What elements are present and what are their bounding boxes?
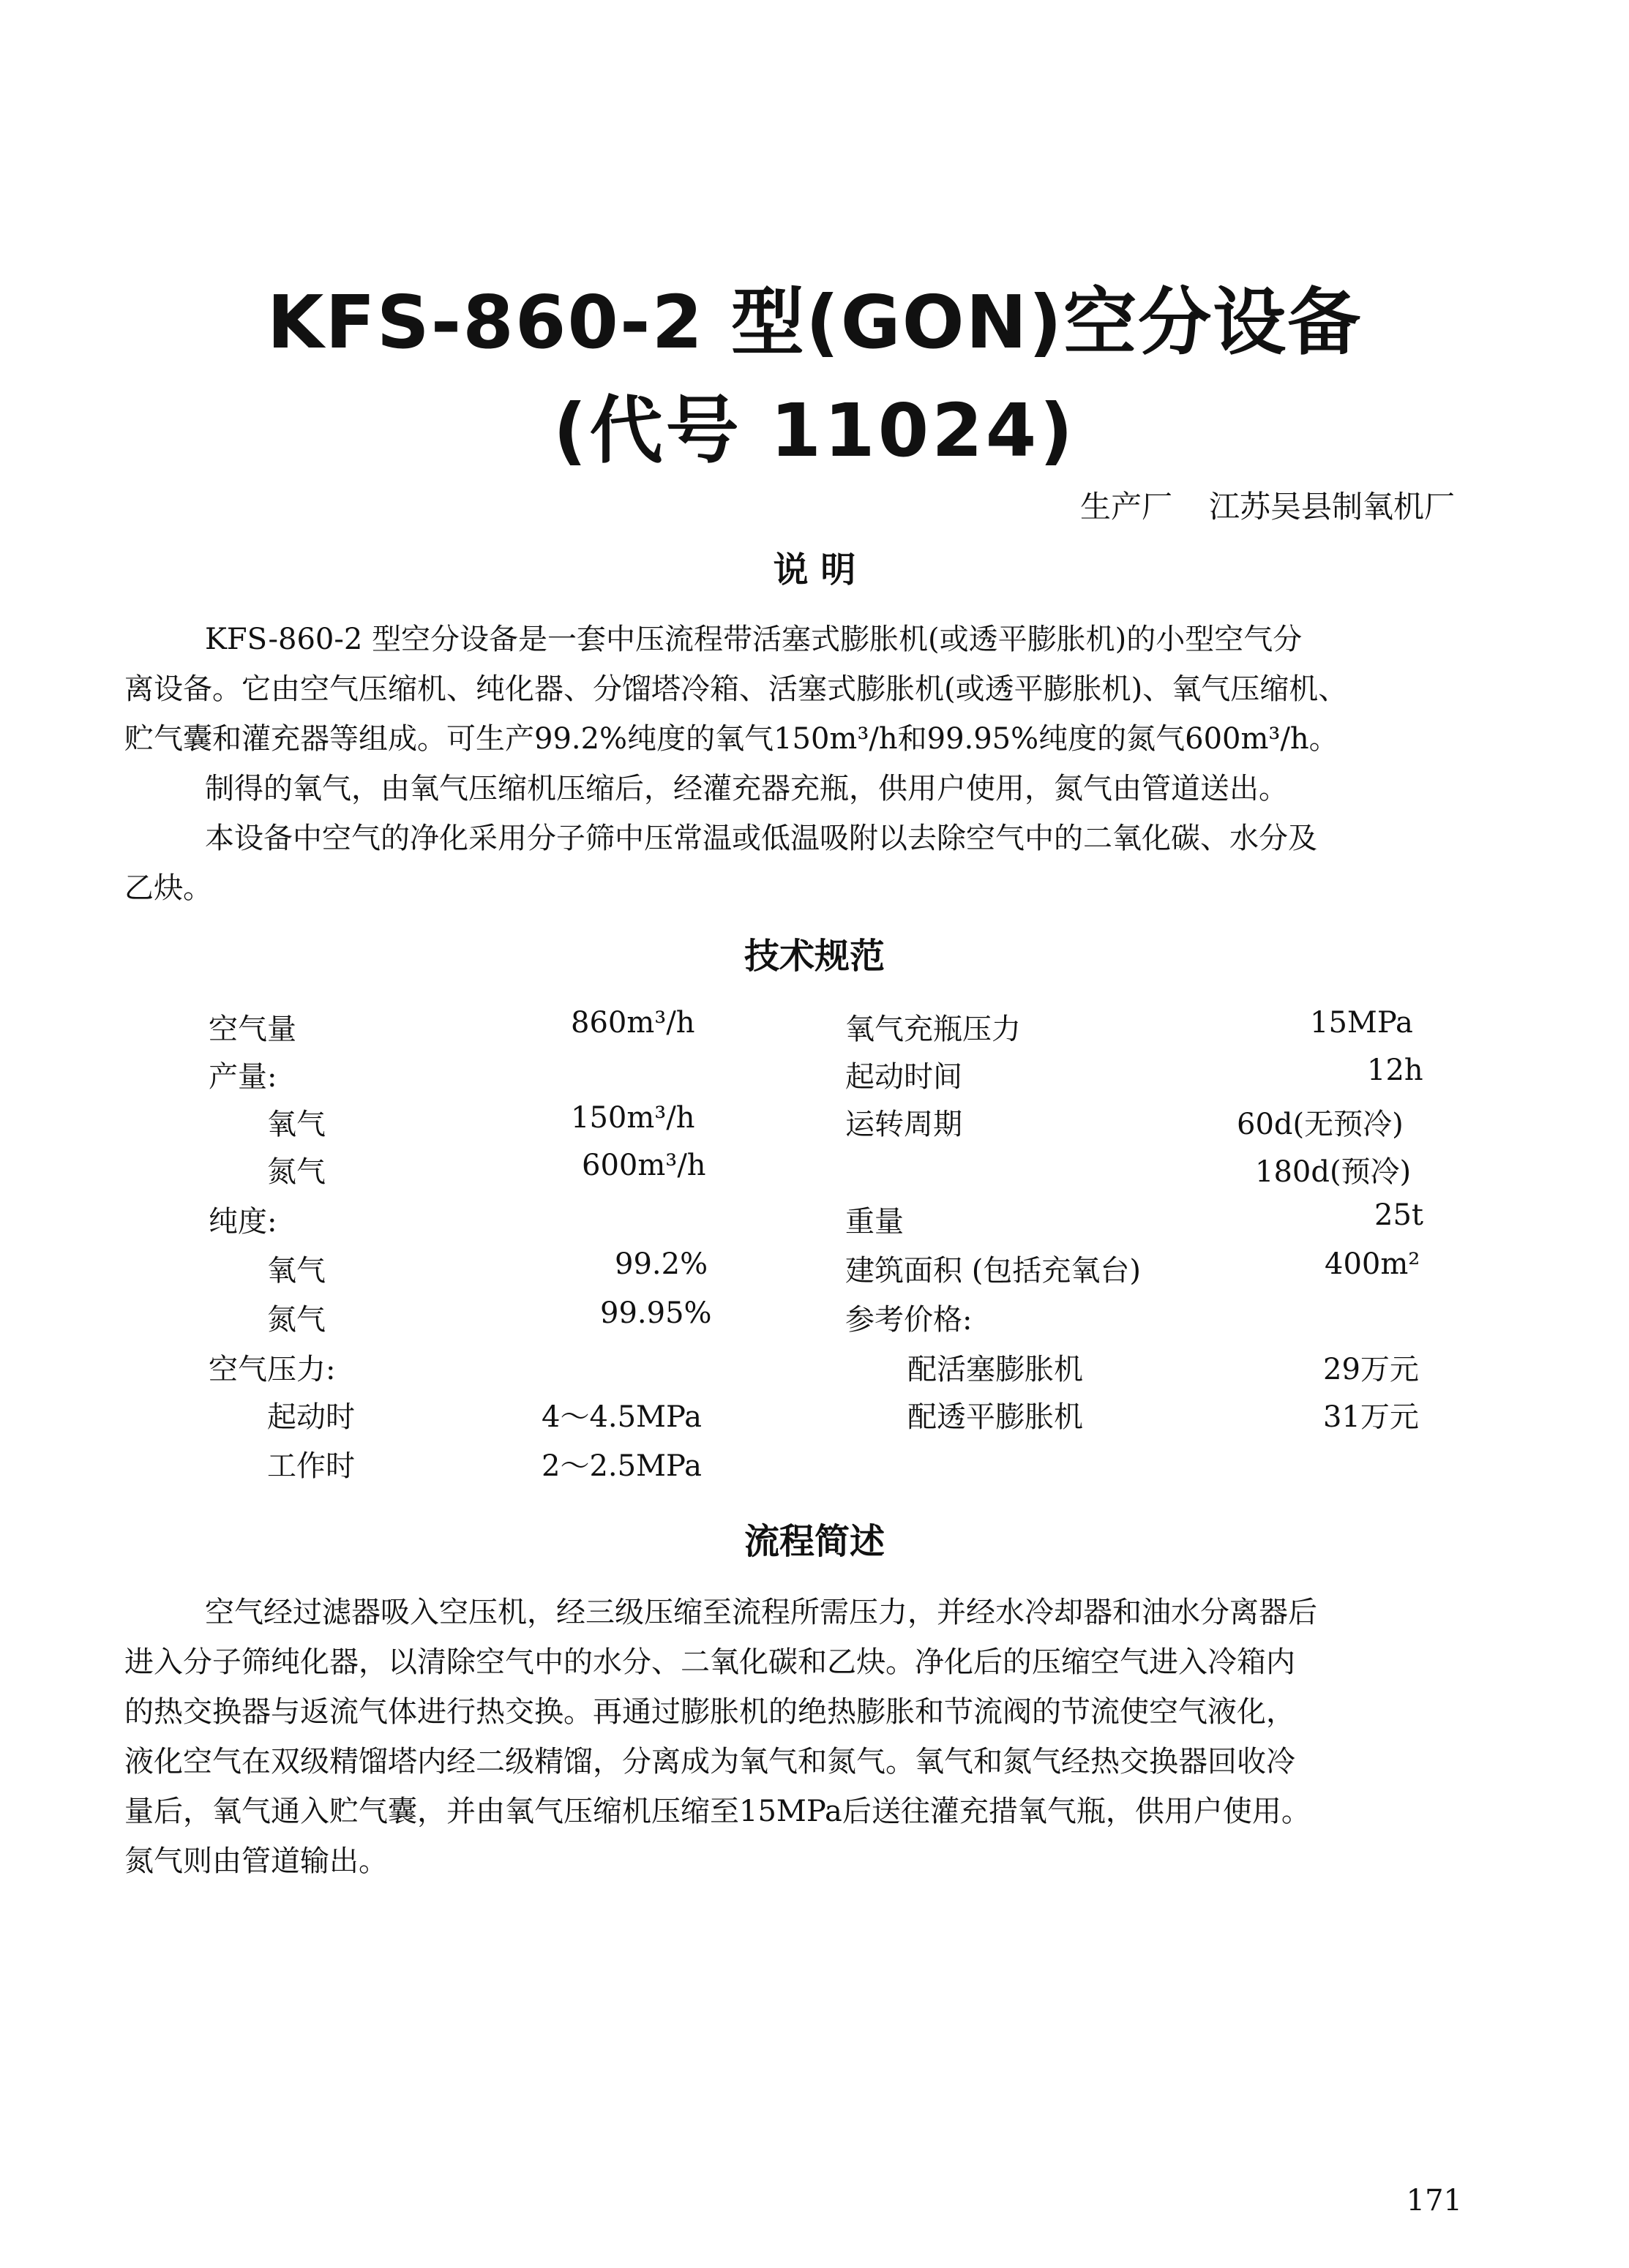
specs-heading: 技术规范: [744, 936, 885, 977]
document-subtitle-code: (代号 11024): [553, 388, 1076, 473]
spec-value: 4～4.5MPa: [542, 1400, 702, 1434]
spec-label: 起动时间: [845, 1060, 962, 1094]
spec-value: 2～2.5MPa: [542, 1449, 702, 1483]
spec-label: 空气量: [209, 1013, 296, 1046]
spec-value: 99.2%: [615, 1247, 708, 1281]
description-heading: 说 明: [773, 549, 856, 590]
text-line: 的热交换器与返流气体进行热交换。再通过膨胀机的绝热膨胀和节流阀的节流使空气液化，: [124, 1695, 1295, 1729]
spec-label: 配活塞膨胀机: [907, 1353, 1083, 1386]
spec-label: 氮气: [267, 1155, 326, 1189]
spec-value: 15MPa: [1310, 1006, 1413, 1040]
spec-label: 运转周期: [845, 1108, 962, 1141]
spec-label: 建筑面积 (包括充氧台): [845, 1254, 1141, 1288]
text-line: 空气经过滤器吸入空压机，经三级压缩至流程所需压力，并经水冷却器和油水分离器后: [205, 1596, 1317, 1629]
process-paragraph: [124, 1588, 1442, 1886]
spec-value: 180d(预冷): [1255, 1155, 1412, 1189]
spec-value: 400m²: [1325, 1247, 1420, 1281]
spec-value: 600m³/h: [582, 1149, 706, 1182]
text-line: 量后，氧气通入贮气囊，并由氧气压缩机压缩至15MPa后送往灌充措氧气瓶，供用户使用。: [124, 1795, 1311, 1828]
text-line: KFS-860-2 型空分设备是一套中压流程带活塞式膨胀机(或透平膨胀机)的小型空气分: [205, 623, 1303, 656]
process-heading: 流程简述: [744, 1521, 885, 1562]
spec-label: 配透平膨胀机: [907, 1400, 1083, 1434]
spec-label: 产量:: [209, 1060, 277, 1094]
spec-label: 重量: [845, 1205, 904, 1239]
producer-label: 生产厂: [1079, 489, 1172, 525]
spec-label: 起动时: [267, 1400, 355, 1434]
spec-value: 99.95%: [600, 1296, 712, 1330]
spec-value: 25t: [1374, 1198, 1423, 1232]
description-paragraph-2: [124, 764, 1442, 814]
spec-label: 纯度:: [209, 1205, 277, 1239]
spec-label: 氧气: [267, 1108, 326, 1141]
producer-line: [1080, 483, 1455, 527]
producer-name: 江苏吴县制氧机厂: [1208, 489, 1455, 525]
text-line: 本设备中空气的净化采用分子筛中压常温或低温吸附以去除空气中的二氧化碳、水分及: [205, 822, 1317, 855]
description-paragraph-1: [124, 615, 1442, 764]
description-paragraph-3: [124, 814, 1442, 913]
spec-label: 氧气充瓶压力: [845, 1013, 1021, 1046]
spec-label: 氧气: [267, 1254, 326, 1288]
spec-value: 31万元: [1323, 1400, 1419, 1434]
document-title: KFS-860-2 型(GON)空分设备: [266, 279, 1363, 365]
spec-value: 60d(无预冷): [1237, 1108, 1404, 1141]
text-line: 离设备。它由空气压缩机、纯化器、分馏塔冷箱、活塞式膨胀机(或透平膨胀机)、氧气压缩机、: [124, 672, 1348, 706]
page-number: 171: [1406, 2184, 1462, 2218]
spec-label: 氮气: [267, 1303, 326, 1337]
spec-label: 工作时: [267, 1449, 355, 1483]
text-line: 进入分子筛纯化器，以清除空气中的水分、二氧化碳和乙炔。净化后的压缩空气进入冷箱内: [124, 1645, 1295, 1679]
text-line: 乙炔。: [124, 871, 212, 905]
spec-value: 150m³/h: [571, 1101, 695, 1135]
text-line: 液化空气在双级精馏塔内经二级精馏，分离成为氧气和氮气。氧气和氮气经热交换器回收冷: [124, 1745, 1295, 1779]
spec-value: 12h: [1367, 1054, 1423, 1087]
spec-label: 空气压力:: [209, 1353, 336, 1386]
text-line: 氮气则由管道输出。: [124, 1844, 388, 1878]
text-line: 贮气囊和灌充器等组成。可生产99.2%纯度的氧气150m³/h和99.95%纯度的氮气600m³/h。: [124, 722, 1338, 756]
spec-label: 参考价格:: [845, 1303, 973, 1337]
spec-value: 860m³/h: [571, 1006, 695, 1040]
text-line: 制得的氧气，由氧气压缩机压缩后，经灌充器充瓶，供用户使用，氮气由管道送出。: [205, 772, 1288, 806]
spec-value: 29万元: [1323, 1353, 1419, 1386]
